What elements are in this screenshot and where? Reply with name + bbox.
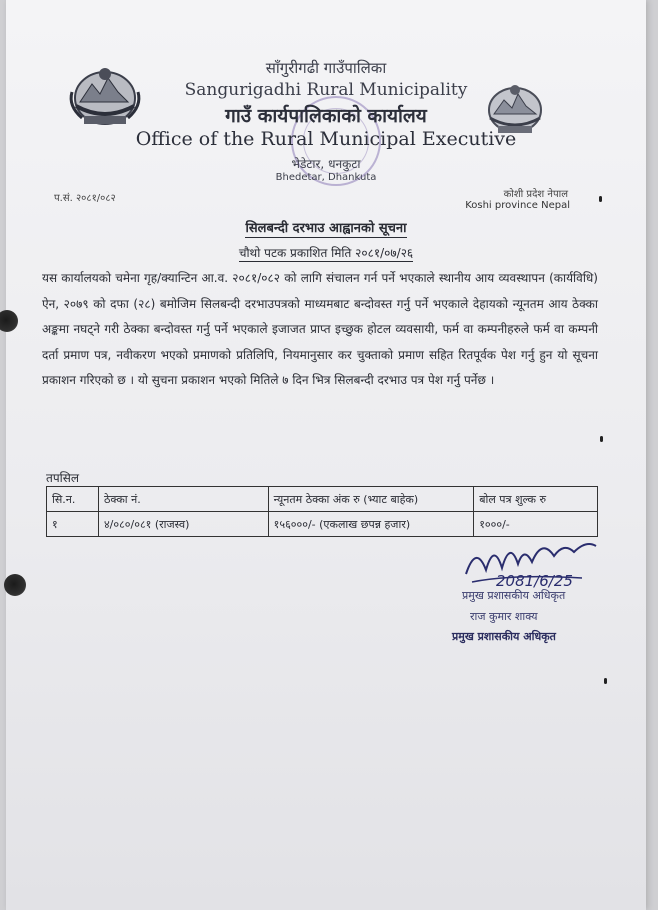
notice-subtitle: चौथो पटक प्रकाशित मिति २०८१/०७/२६ xyxy=(238,246,414,260)
col-header-contract-no: ठेक्का नं. xyxy=(98,487,268,512)
contract-table xyxy=(46,486,598,537)
signatory-title-stamp: प्रमुख प्रशासकीय अधिकृत xyxy=(452,630,556,643)
location-np: भेडेटार, धनकुटा xyxy=(291,157,361,171)
cell-fee: १०००/- xyxy=(474,512,598,537)
signatory-name: राज कुमार शाक्य xyxy=(470,610,538,623)
col-header-min-amount: न्यूनतम ठेक्का अंक रु (भ्याट बाहेक) xyxy=(268,487,474,512)
ink-speck xyxy=(599,196,602,202)
handwritten-signature xyxy=(462,534,602,590)
province-en: Koshi province Nepal xyxy=(465,200,570,211)
notice-body: यस कार्यालयको चमेना गृह/क्यान्टिन आ.व. २०८१/०८२ को लागि संचालन गर्न पर्ने भएकाले स्थानीय आय व्यवस्थापन (कार्यविधि) ऐन, २०७९ को दफा (२८) बमोजिम सिलबन्दी दरभाउपत्रको माध्यमबाट बन्दोवस्त गर्नु पर्ने भएकाले देहायको न्यूनतम आय ठेक्का अङ्कमा नघट्ने गरी ठेक्का बन्दोवस्त गर्नु पर्ने भएकाले इजाजत प्राप्त इच्छुक होटल व्यवसायी, फर्म वा कम्पनीहरुले फर्म वा कम्पनी दर्ता प्रमाण पत्र, नवीकरण भएको प्रमाणको प्रतिलिपि, नियमानुसार कर चुक्ताको प्रमाण सहित रितपूर्वक पेश गर्नु हुन यो सूचना प्रकाशन गरिएको छ । यो सुचना प्रकाशन भएको मितिले ७ दिन भित्र सिलबन्दी दरभाउ पत्र पेश गर्नु पर्नेछ । xyxy=(42,271,598,388)
punch-hole xyxy=(4,574,26,596)
document-page xyxy=(6,0,646,910)
office-name-np: गाउँ कार्यपालिकाको कार्यालय xyxy=(225,105,427,127)
signature-date: 2081/6/25 xyxy=(496,572,573,590)
province-np: कोशी प्रदेश नेपाल xyxy=(503,189,568,200)
reference-number: प.सं. २०८१/०८२ xyxy=(54,193,116,204)
office-name-en: Office of the Rural Municipal Executive xyxy=(135,128,517,150)
cell-sn: १ xyxy=(47,512,99,537)
notice-title: सिलबन्दी दरभाउ आह्वानको सूचना xyxy=(245,221,407,236)
table-header-row xyxy=(47,487,598,512)
col-header-fee: बोल पत्र शुल्क रु xyxy=(474,487,598,512)
municipality-name-en: Sangurigadhi Rural Municipality xyxy=(184,80,468,100)
cell-contract-no: ४/०८०/०८१ (राजस्व) xyxy=(98,512,268,537)
municipality-name-np: साँगुरीगढी गाउँपालिका xyxy=(265,59,387,77)
table-row xyxy=(47,512,598,537)
ink-speck xyxy=(600,436,603,442)
ink-speck xyxy=(604,678,607,684)
cell-min-amount: १५६०००/- (एकलाख छपन्न हजार) xyxy=(268,512,474,537)
signatory-title: प्रमुख प्रशासकीय अधिकृत xyxy=(462,589,566,602)
col-header-sn: सि.न. xyxy=(47,487,99,512)
location-en: Bhedetar, Dhankuta xyxy=(275,172,377,183)
table-label: तपसिल xyxy=(46,471,80,485)
